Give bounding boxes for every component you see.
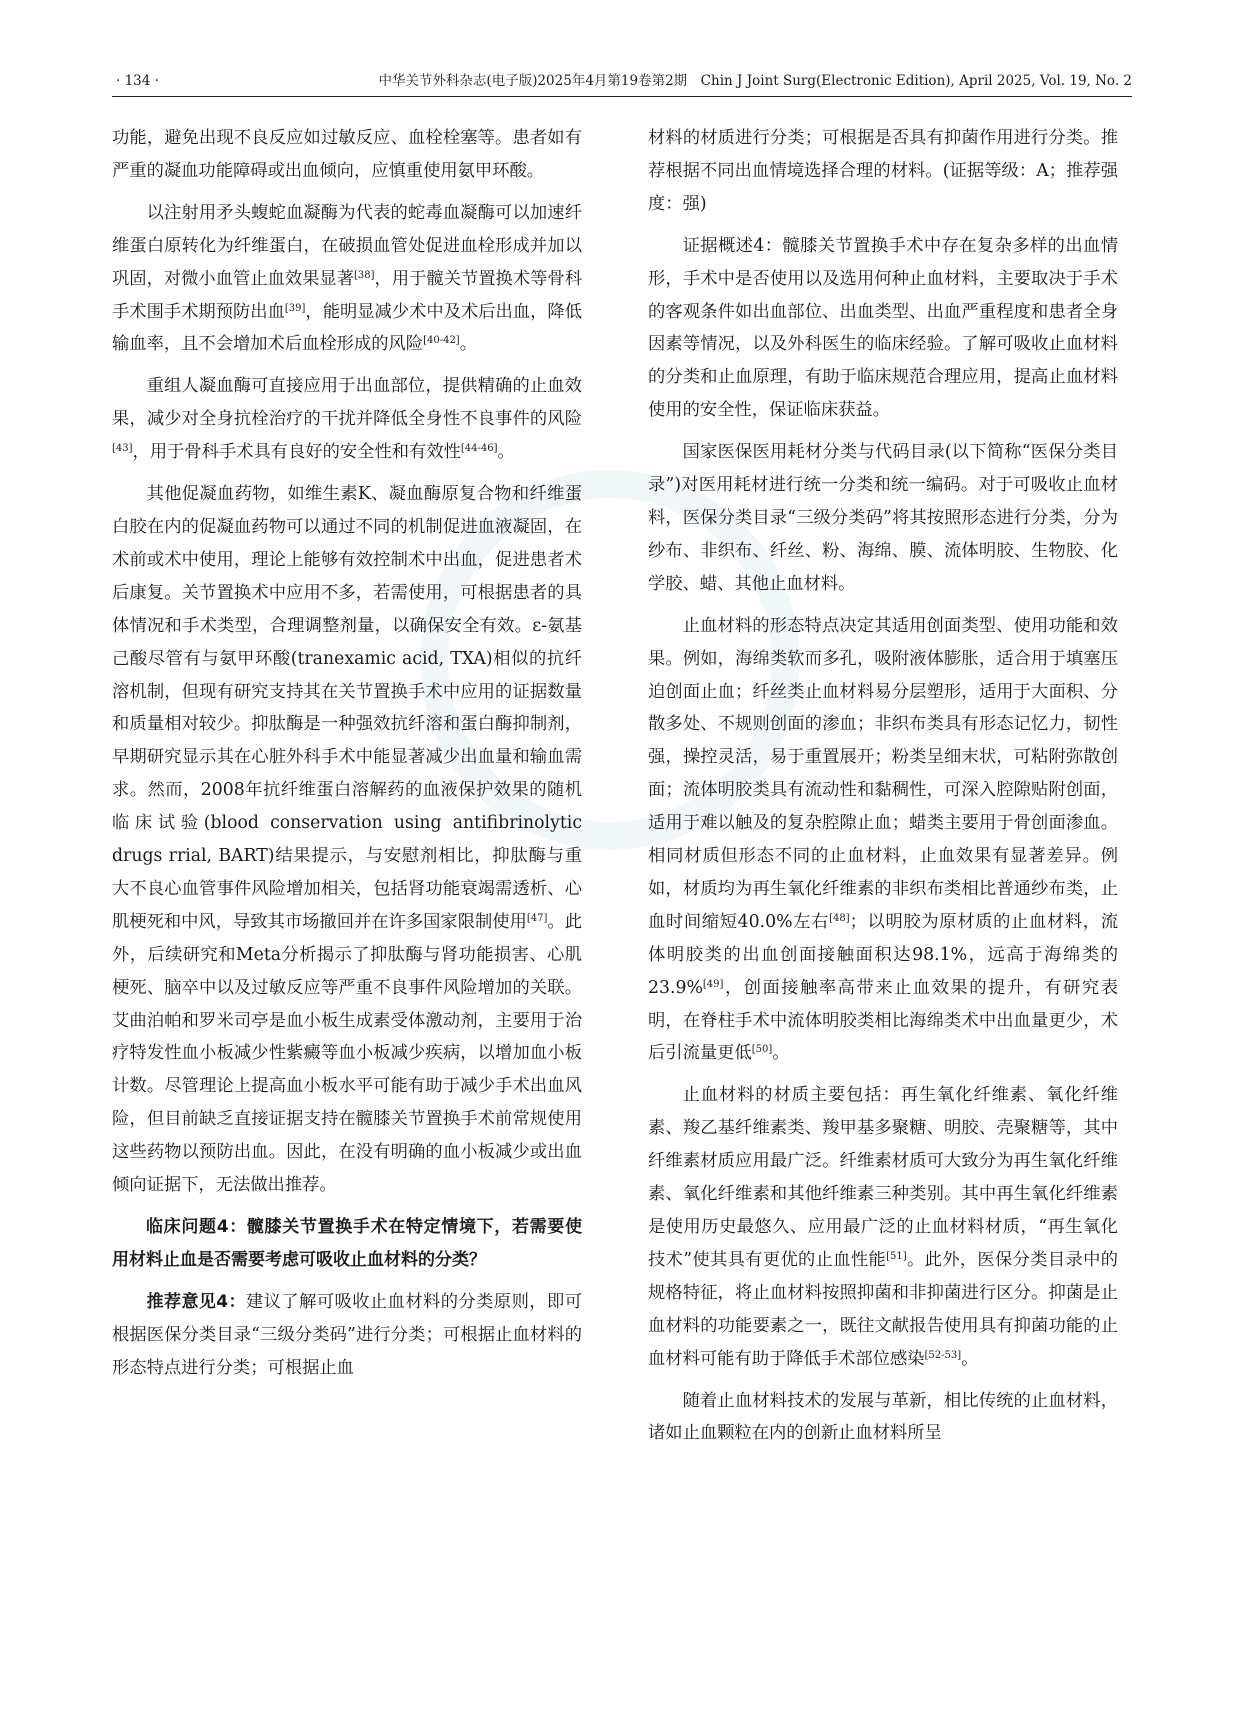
citation: [44-46] [460, 443, 498, 455]
paragraph: 随着止血材料技术的发展与革新，相比传统的止血材料，诸如止血颗粒在内的创新止血材料所呈 [648, 1390, 1118, 1444]
citation: [47] [526, 912, 548, 924]
text: 止血材料的形态特点决定其适用创面类型、使用功能和效果。例如，海绵类软而多孔，吸附液体膨胀，适合用于填塞压迫创面止血；纤丝类止血材料易分层塑形，适用于大面积、分散多处、不规则创面的渗血；非织布类具有形态记忆力，韧性强，操控灵活，易于重置展开；粉类呈细末状，可粘附弥散创面；流体明胶类具有流动性和黏稠性，可深入腔隙贴附创面，适用于难以触及的复杂腔隙止血；蜡类主要用于骨创面渗血。相同材质但形态不同的止血材料，止血效果有显著差异。例如，材质均为再生氧化纤维素的非织布类相比普通纱布类，止血时间缩短40.0%左右 [648, 615, 1118, 932]
right-column [648, 122, 1118, 1450]
citation: [49] [702, 978, 724, 990]
paragraph [648, 1079, 1118, 1375]
text: 以注射用矛头蝮蛇血凝酶为代表的蛇毒血凝酶可以加速纤维蛋白原转化为纤维蛋白，在破损血管处促进血栓形成并加以巩固，对微小血管止血效果显著 [112, 202, 582, 289]
citation: [48] [829, 912, 850, 924]
paragraph [648, 610, 1118, 1071]
text: 其他促凝血药物，如维生素K、凝血酶原复合物和纤维蛋白胶在内的促凝血药物可以通过不同的机制促进血液凝固，在术前或术中使用，理论上能够有效控制术中出血，促进患者术后康复。关节置换术中应用不多，若需使用，可根据患者的具体情况和手术类型，合理调整剂量，以确保安全有效。ε-氨基己酸尽管有与氨甲环酸(tranexamic acid, TXA)相似的抗纤溶机制，但现有研究支持其在关节置换手术中应用的证据数量和质量相对较少。抑肽酶是一种强效抗纤溶和蛋白酶抑制剂，早期研究显示其在心脏外科手术中能显著减少出血量和输血需求。然而，2008年抗纤维蛋白溶解药的血液保护效果的随机临床试验(blood conservation using antifibrinolytic drugs rrial, BART)结果提示，与安慰剂相比，抑肽酶与重大不良心血管事件风险增加相关，包括肾功能衰竭需透析、心肌梗死和中风，导致其市场撤回并在许多国家限制使用 [112, 484, 582, 932]
text: 。此外，医保分类目录中的规格特征，将止血材料按照抑菌和非抑菌进行区分。抑菌是止血材料的功能要素之一，既往文献报告使用具有抑菌功能的止血材料可能有助于降低手术部位感染 [648, 1249, 1118, 1369]
citation: [38] [354, 269, 375, 281]
recommendation [112, 1286, 582, 1385]
paragraph: 证据概述4：髋膝关节置换手术中存在复杂多样的出血情形，手术中是否使用以及选用何种止血材料，主要取决于手术的客观条件如出血部位、出血类型、出血严重程度和患者全身因素等情况，以及外科医生的临床经验。了解可吸收止血材料的分类和止血原理，有助于临床规范合理应用，提高止血材料使用的安全性，保证临床获益。 [648, 235, 1118, 421]
paragraph: 功能，避免出现不良反应如过敏反应、血栓栓塞等。患者如有严重的凝血功能障碍或出血倾向，应慎重使用氨甲环酸。 [112, 128, 582, 181]
citation: [52-53] [924, 1349, 962, 1361]
text: ；以明胶为原材质的止血材料，流体明胶类的出血创面接触面积达98.1%，远高于海绵类的23.9% [648, 911, 1118, 998]
text: 重组人凝血酶可直接应用于出血部位，提供精确的止血效果，减少对全身抗栓治疗的干扰并降低全身性不良事件的风险 [112, 376, 582, 430]
citation: [39] [284, 302, 306, 314]
text: 止血材料的材质主要包括：再生氧化纤维素、氧化纤维素、羧乙基纤维素类、羧甲基多聚糖、明胶、壳聚糖等，其中纤维素材质应用最广泛。纤维素材质可大致分为再生氧化纤维素、氧化纤维素和其他纤维素三种类别。其中再生氧化纤维素是使用历史最悠久、应用最广泛的止血材料材质，“再生氧化技术”使其具有更优的止血性能 [648, 1085, 1118, 1270]
citation: [50] [751, 1044, 773, 1056]
text: 。 [961, 1348, 979, 1369]
clinical-question: 临床问题4：髋膝关节置换手术在特定情境下，若需要使用材料止血是否需要考虑可吸收止血材料的分类？ [112, 1217, 582, 1270]
page-number: · 134 · [116, 73, 159, 89]
paragraph: 国家医保医用耗材分类与代码目录(以下简称“医保分类目录”)对医用耗材进行统一分类和统一编码。对于可吸收止血材料，医保分类目录“三级分类码”将其按照形态进行分类，分为纱布、非织布、纤丝、粉、海绵、膜、流体明胶、生物胶、化学胶、蜡、其他止血材料。 [648, 442, 1118, 594]
text: ，用于骨科手术具有良好的安全性和有效性 [132, 442, 461, 463]
left-column [112, 122, 582, 1385]
text: 建议了解可吸收止血材料的分类原则，即可根据医保分类目录“三级分类码”进行分类；可根据止血材料的形态特点进行分类；可根据止血 [112, 1291, 582, 1378]
paragraph [112, 197, 582, 362]
text: ，能明显减少术中及术后出血，降低输血率，且不会增加术后血栓形成的风险 [112, 301, 582, 355]
text: ，用于髋关节置换术等骨科手术围手术期预防出血 [112, 268, 582, 322]
running-header [112, 66, 1132, 97]
paragraph: 材料的材质进行分类；可根据是否具有抑菌作用进行分类。推荐根据不同出血情境选择合理的材料。(证据等级：A；推荐强度：强) [648, 128, 1118, 214]
text: 。 [772, 1043, 790, 1064]
paragraph [112, 478, 582, 1202]
text: ，创面接触率高带来止血效果的提升，有研究表明，在脊柱手术中流体明胶类相比海绵类术中出血量更少，术后引流量更低 [648, 977, 1118, 1064]
journal-citation: 中华关节外科杂志(电子版)2025年4月第19卷第2期 Chin J Joint Surg(Electronic Edition), April 2025, Vol. 19, No. 2 [378, 73, 1132, 89]
paragraph [112, 370, 582, 469]
citation: [40-42] [423, 335, 460, 347]
text: 。此外，后续研究和Meta分析揭示了抑肽酶与肾功能损害、心肌梗死、脑卒中以及过敏反应等严重不良事件风险增加的关联。艾曲泊帕和罗米司亭是血小板生成素受体激动剂，主要用于治疗特发性血小板减少性紫癜等血小板减少疾病，以增加血小板计数。尽管理论上提高血小板水平可能有助于减少手术出血风险，但目前缺乏直接证据支持在髋膝关节置换手术前常规使用这些药物以预防出血。因此，在没有明确的血小板减少或出血倾向证据下，无法做出推荐。 [112, 911, 582, 1196]
citation: [51] [886, 1250, 907, 1262]
text: 。 [497, 442, 515, 463]
text: 。 [459, 334, 478, 355]
recommendation-label: 推荐意见4： [146, 1291, 246, 1312]
citation: [43] [112, 443, 133, 455]
